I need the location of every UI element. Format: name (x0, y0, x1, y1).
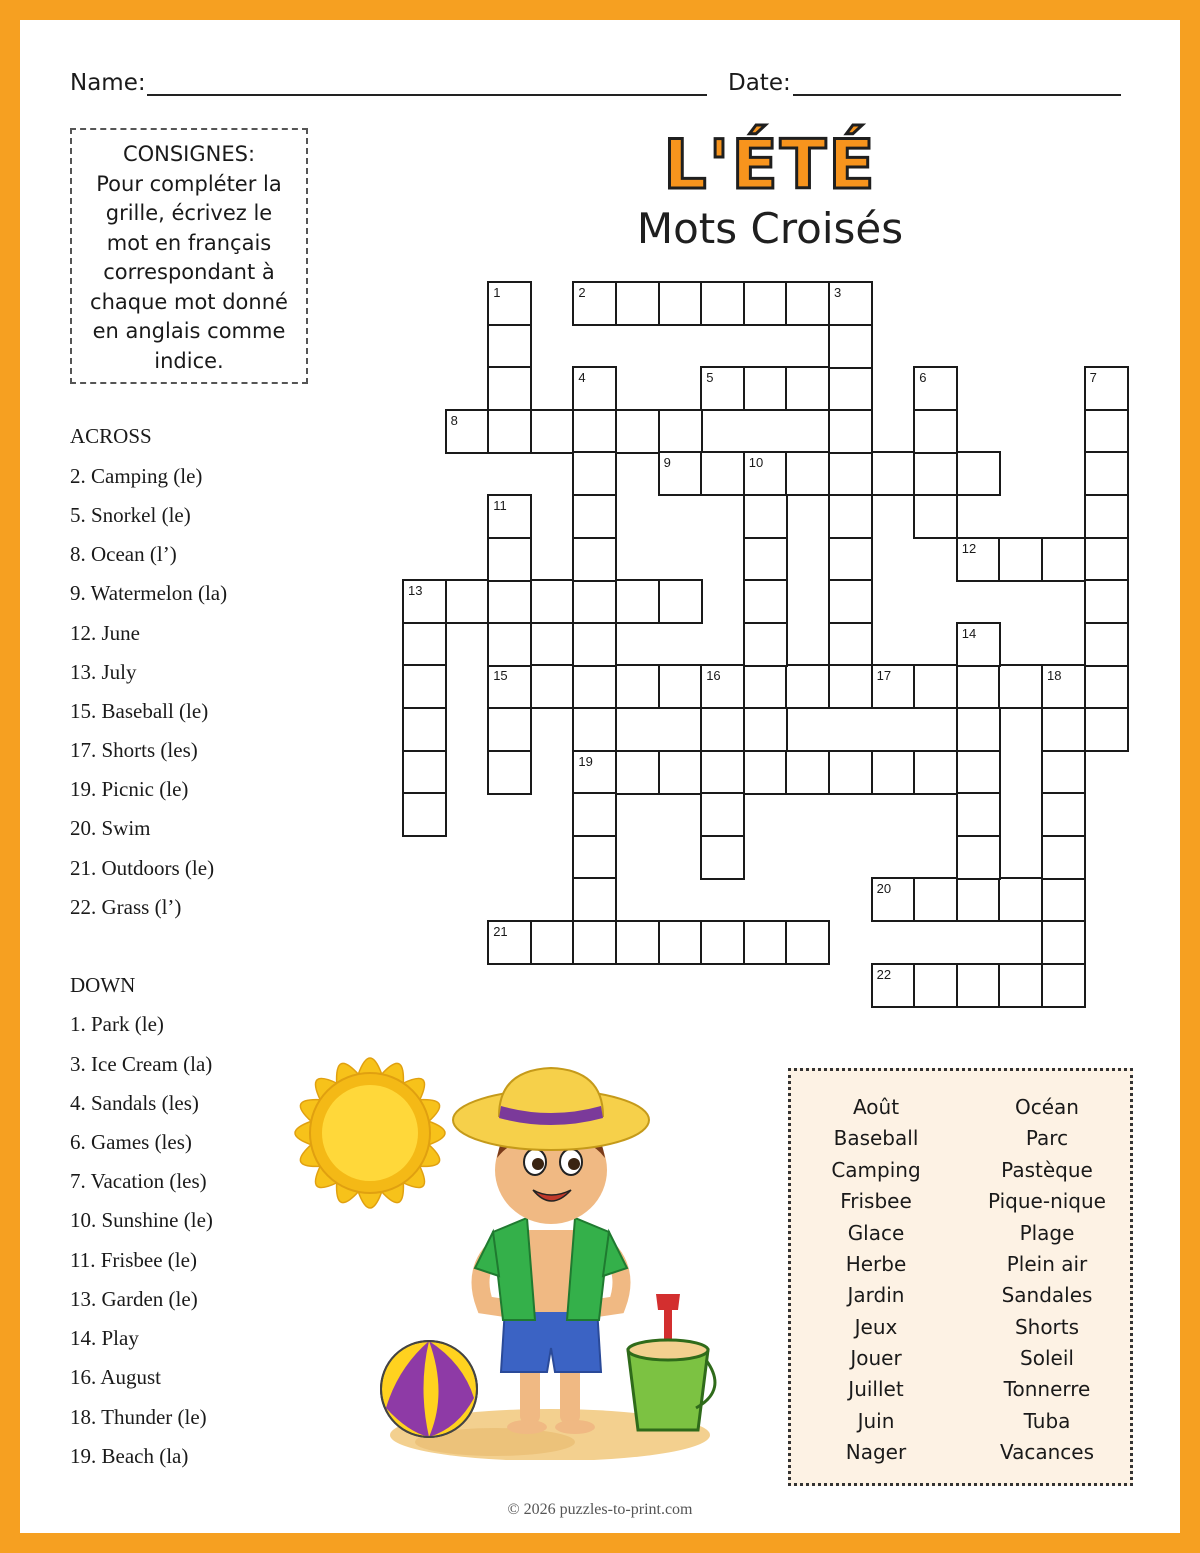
crossword-cell[interactable] (743, 494, 788, 539)
crossword-cell[interactable] (828, 451, 873, 496)
crossword-cell[interactable] (658, 451, 703, 496)
word-bank-item: Parc (1025, 1126, 1069, 1150)
across-clue: 15. Baseball (le) (70, 699, 209, 723)
crossword-cell[interactable] (700, 835, 745, 880)
crossword-cell[interactable] (1084, 366, 1129, 411)
crossword-cell[interactable] (828, 579, 873, 624)
crossword-cell[interactable] (956, 792, 1001, 837)
crossword-cell[interactable] (913, 664, 958, 709)
crossword-cell[interactable] (445, 579, 490, 624)
clue-number: 3 (834, 285, 842, 300)
crossword-cell[interactable] (956, 707, 1001, 752)
crossword-cell[interactable] (913, 366, 958, 411)
clue-number: 12 (961, 540, 977, 556)
crossword-cell[interactable] (913, 877, 958, 922)
crossword-cell[interactable] (956, 451, 1001, 496)
word-bank-item: Nager (845, 1440, 907, 1464)
crossword-cell[interactable] (956, 835, 1001, 880)
sand-bucket-illustration (618, 1290, 718, 1440)
clue-number: 14 (961, 625, 977, 641)
clue-number: 13 (408, 583, 423, 599)
across-clue: 8. Ocean (l’) (70, 542, 177, 566)
clue-number: 22 (876, 966, 892, 982)
down-clue: 14. Play (70, 1326, 139, 1350)
across-clue: 9. Watermelon (la) (70, 581, 228, 605)
crossword-cell[interactable] (658, 664, 703, 709)
word-bank-item: Sandales (1001, 1283, 1093, 1307)
word-bank-item: Plage (1019, 1221, 1075, 1245)
crossword-cell[interactable] (1084, 622, 1129, 667)
word-bank-item: Pastèque (1001, 1158, 1093, 1182)
crossword-cell[interactable] (487, 324, 532, 369)
crossword-cell[interactable] (700, 281, 745, 326)
crossword-cell[interactable] (402, 707, 447, 752)
crossword-cell[interactable] (487, 409, 532, 454)
word-bank-item: Soleil (1020, 1346, 1074, 1370)
across-clue: 21. Outdoors (le) (70, 856, 215, 880)
across-heading: ACROSS (70, 424, 152, 448)
crossword-cell[interactable] (700, 792, 745, 837)
down-clue: 3. Ice Cream (la) (70, 1052, 213, 1076)
across-clue: 5. Snorkel (le) (70, 503, 191, 527)
crossword-cell[interactable] (572, 494, 617, 539)
down-clue: 7. Vacation (les) (70, 1169, 207, 1193)
down-clue: 10. Sunshine (le) (70, 1208, 213, 1232)
crossword-cell[interactable] (572, 537, 617, 582)
crossword-cell[interactable] (828, 750, 873, 795)
crossword-cell[interactable] (572, 707, 617, 752)
crossword-cell[interactable] (828, 494, 873, 539)
date-label: Date: (728, 70, 791, 96)
crossword-cell[interactable] (700, 920, 745, 965)
down-clue: 1. Park (le) (70, 1012, 164, 1036)
clue-number: 7 (1089, 370, 1097, 386)
crossword-cell[interactable] (658, 579, 703, 624)
name-label: Name: (70, 70, 146, 96)
word-bank-item: Baseball (833, 1126, 919, 1150)
crossword-cell[interactable] (743, 707, 788, 752)
word-bank-item: Océan (1015, 1095, 1079, 1119)
crossword-cell[interactable] (1041, 835, 1086, 880)
crossword-cell[interactable] (487, 664, 532, 709)
word-bank-item: Jardin (847, 1283, 905, 1307)
crossword-cell[interactable] (1084, 707, 1129, 752)
crossword-cell[interactable] (615, 920, 660, 965)
crossword-cell[interactable] (743, 281, 788, 326)
crossword-cell[interactable] (785, 281, 830, 326)
word-bank-item: Août (852, 1095, 900, 1119)
clue-number: 10 (748, 455, 764, 471)
crossword-cell[interactable] (615, 750, 660, 795)
crossword-cell[interactable] (956, 537, 1001, 582)
across-clue: 20. Swim (70, 816, 151, 840)
crossword-cell[interactable] (743, 366, 788, 411)
clue-number: 16 (706, 668, 721, 684)
crossword-cell[interactable] (1041, 750, 1086, 795)
crossword-cell[interactable] (530, 920, 575, 965)
crossword-cell[interactable] (572, 366, 617, 411)
crossword-cell[interactable] (998, 664, 1043, 709)
crossword-cell[interactable] (1084, 494, 1129, 539)
crossword-cell[interactable] (445, 409, 490, 454)
word-bank-item: Camping (831, 1158, 921, 1182)
instructions-heading: CONSIGNES: (122, 142, 256, 166)
across-clue: 22. Grass (l’) (70, 895, 182, 919)
crossword-cell[interactable] (1084, 409, 1129, 454)
crossword-cell[interactable] (785, 451, 830, 496)
clue-number: 6 (919, 370, 927, 386)
crossword-cell[interactable] (530, 579, 575, 624)
crossword-cell[interactable] (998, 537, 1043, 582)
crossword-cell[interactable] (828, 622, 873, 667)
down-clue: 6. Games (les) (70, 1130, 192, 1154)
crossword-cell[interactable] (487, 750, 532, 795)
crossword-cell[interactable] (871, 750, 916, 795)
crossword-cell[interactable] (743, 664, 788, 709)
crossword-cell[interactable] (1041, 792, 1086, 837)
crossword-cell[interactable] (487, 920, 532, 965)
crossword-cell[interactable] (487, 494, 532, 539)
crossword-grid (20, 20, 1180, 1020)
clue-number: 18 (1047, 668, 1062, 684)
crossword-cell[interactable] (572, 835, 617, 880)
crossword-cell[interactable] (572, 622, 617, 667)
clue-number: 5 (706, 370, 714, 386)
crossword-cell[interactable] (700, 664, 745, 709)
crossword-cell[interactable] (487, 281, 532, 326)
crossword-cell[interactable] (1084, 579, 1129, 624)
word-bank-item: Pique-nique (988, 1189, 1106, 1213)
crossword-cell[interactable] (743, 579, 788, 624)
word-bank-item: Tuba (1023, 1409, 1071, 1433)
crossword-cell[interactable] (700, 750, 745, 795)
crossword-cell[interactable] (572, 877, 617, 922)
crossword-cell[interactable] (828, 281, 873, 326)
clue-number: 1 (493, 285, 501, 300)
crossword-cell[interactable] (402, 750, 447, 795)
down-clue: 4. Sandals (les) (70, 1091, 199, 1115)
crossword-cell[interactable] (658, 409, 703, 454)
crossword-cell[interactable] (572, 281, 617, 326)
crossword-cell[interactable] (1084, 664, 1129, 709)
crossword-cell[interactable] (487, 707, 532, 752)
across-clue: 2. Camping (le) (70, 464, 203, 488)
crossword-cell[interactable] (572, 920, 617, 965)
clue-number: 21 (493, 924, 508, 939)
crossword-cell[interactable] (572, 579, 617, 624)
crossword-cell[interactable] (828, 366, 873, 411)
clue-number: 2 (578, 285, 586, 300)
crossword-cell[interactable] (956, 877, 1001, 922)
word-bank-item: Vacances (999, 1440, 1095, 1464)
crossword-cell[interactable] (658, 750, 703, 795)
crossword-cell[interactable] (1041, 707, 1086, 752)
crossword-cell[interactable] (1084, 451, 1129, 496)
crossword-cell[interactable] (572, 792, 617, 837)
crossword-cell[interactable] (402, 622, 447, 667)
crossword-cell[interactable] (998, 877, 1043, 922)
clue-number: 4 (578, 370, 586, 386)
crossword-cell[interactable] (1041, 963, 1086, 1008)
word-bank-item: Juillet (848, 1377, 904, 1401)
crossword-cell[interactable] (572, 664, 617, 709)
crossword-cell[interactable] (487, 537, 532, 582)
crossword-cell[interactable] (956, 622, 1001, 667)
clue-number: 19 (578, 753, 593, 769)
down-clue: 13. Garden (le) (70, 1287, 198, 1311)
copyright-footer: © 2026 puzzles-to-print.com (507, 1501, 693, 1518)
crossword-cell[interactable] (913, 750, 958, 795)
instructions-text: Pour compléter la grille, écrivez le mot en français correspondant à chaque mot donné en anglais comme indice. (90, 171, 288, 373)
crossword-cell[interactable] (1041, 537, 1086, 582)
word-bank-item: Shorts (1014, 1315, 1080, 1339)
crossword-cell[interactable] (1041, 877, 1086, 922)
crossword-cell[interactable] (487, 622, 532, 667)
crossword-cell[interactable] (615, 281, 660, 326)
crossword-cell[interactable] (402, 664, 447, 709)
crossword-cell[interactable] (615, 409, 660, 454)
crossword-cell[interactable] (956, 664, 1001, 709)
crossword-cell[interactable] (785, 366, 830, 411)
clue-number: 11 (493, 498, 507, 513)
beach-ball-illustration (378, 1338, 480, 1440)
word-bank-item: Jouer (850, 1346, 902, 1370)
crossword-cell[interactable] (828, 409, 873, 454)
crossword-cell[interactable] (913, 451, 958, 496)
crossword-cell[interactable] (572, 451, 617, 496)
crossword-cell[interactable] (828, 324, 873, 369)
word-bank-item: Tonnerre (1003, 1377, 1091, 1401)
clue-number: 9 (663, 455, 671, 471)
crossword-cell[interactable] (956, 963, 1001, 1008)
crossword-cell[interactable] (572, 409, 617, 454)
crossword-cell[interactable] (998, 963, 1043, 1008)
crossword-cell[interactable] (658, 920, 703, 965)
clue-number: 8 (450, 412, 458, 428)
crossword-cell[interactable] (871, 451, 916, 496)
crossword-cell[interactable] (402, 579, 447, 624)
down-clue: 18. Thunder (le) (70, 1405, 207, 1429)
crossword-cell[interactable] (658, 281, 703, 326)
crossword-cell[interactable] (1041, 664, 1086, 709)
crossword-cell[interactable] (956, 750, 1001, 795)
crossword-cell[interactable] (913, 409, 958, 454)
crossword-cell[interactable] (700, 707, 745, 752)
crossword-cell[interactable] (913, 494, 958, 539)
crossword-cell[interactable] (871, 877, 916, 922)
crossword-cell[interactable] (487, 579, 532, 624)
down-clue: 16. August (70, 1365, 162, 1389)
crossword-cell[interactable] (828, 664, 873, 709)
clue-number: 20 (876, 881, 892, 897)
page-title: L'ÉTÉ (663, 126, 877, 205)
crossword-cell[interactable] (828, 537, 873, 582)
down-clue: 11. Frisbee (le) (70, 1248, 197, 1272)
crossword-cell[interactable] (700, 451, 745, 496)
word-bank-item: Frisbee (840, 1189, 912, 1213)
crossword-cell[interactable] (743, 750, 788, 795)
down-heading: DOWN (70, 973, 136, 997)
clue-number: 17 (876, 668, 892, 684)
crossword-cell[interactable] (700, 366, 745, 411)
crossword-cell[interactable] (615, 579, 660, 624)
across-clue: 17. Shorts (les) (70, 738, 198, 762)
crossword-cell[interactable] (615, 664, 660, 709)
across-clue: 19. Picnic (le) (70, 777, 189, 801)
crossword-cell[interactable] (402, 792, 447, 837)
crossword-cell[interactable] (871, 963, 916, 1008)
crossword-cell[interactable] (785, 920, 830, 965)
crossword-cell[interactable] (785, 664, 830, 709)
crossword-cell[interactable] (785, 750, 830, 795)
crossword-cell[interactable] (487, 366, 532, 411)
across-clue: 12. June (70, 621, 140, 645)
crossword-cell[interactable] (743, 537, 788, 582)
word-bank-item: Herbe (845, 1252, 907, 1276)
word-bank-item: Jeux (854, 1315, 898, 1339)
crossword-cell[interactable] (871, 664, 916, 709)
crossword-cell[interactable] (1084, 537, 1129, 582)
crossword-cell[interactable] (530, 409, 575, 454)
crossword-cell[interactable] (1041, 920, 1086, 965)
crossword-cell[interactable] (743, 622, 788, 667)
page-subtitle: Mots Croisés (636, 204, 904, 253)
crossword-cell[interactable] (572, 750, 617, 795)
crossword-cell[interactable] (743, 451, 788, 496)
down-clue: 19. Beach (la) (70, 1444, 189, 1468)
across-clue: 13. July (70, 660, 137, 684)
word-bank-item: Glace (847, 1221, 905, 1245)
crossword-cell[interactable] (530, 664, 575, 709)
word-bank-item: Juin (857, 1409, 895, 1433)
crossword-cell[interactable] (913, 963, 958, 1008)
word-bank (788, 1068, 1133, 1486)
clue-number: 15 (493, 668, 508, 684)
crossword-cell[interactable] (743, 920, 788, 965)
word-bank-item: Plein air (1006, 1252, 1088, 1276)
